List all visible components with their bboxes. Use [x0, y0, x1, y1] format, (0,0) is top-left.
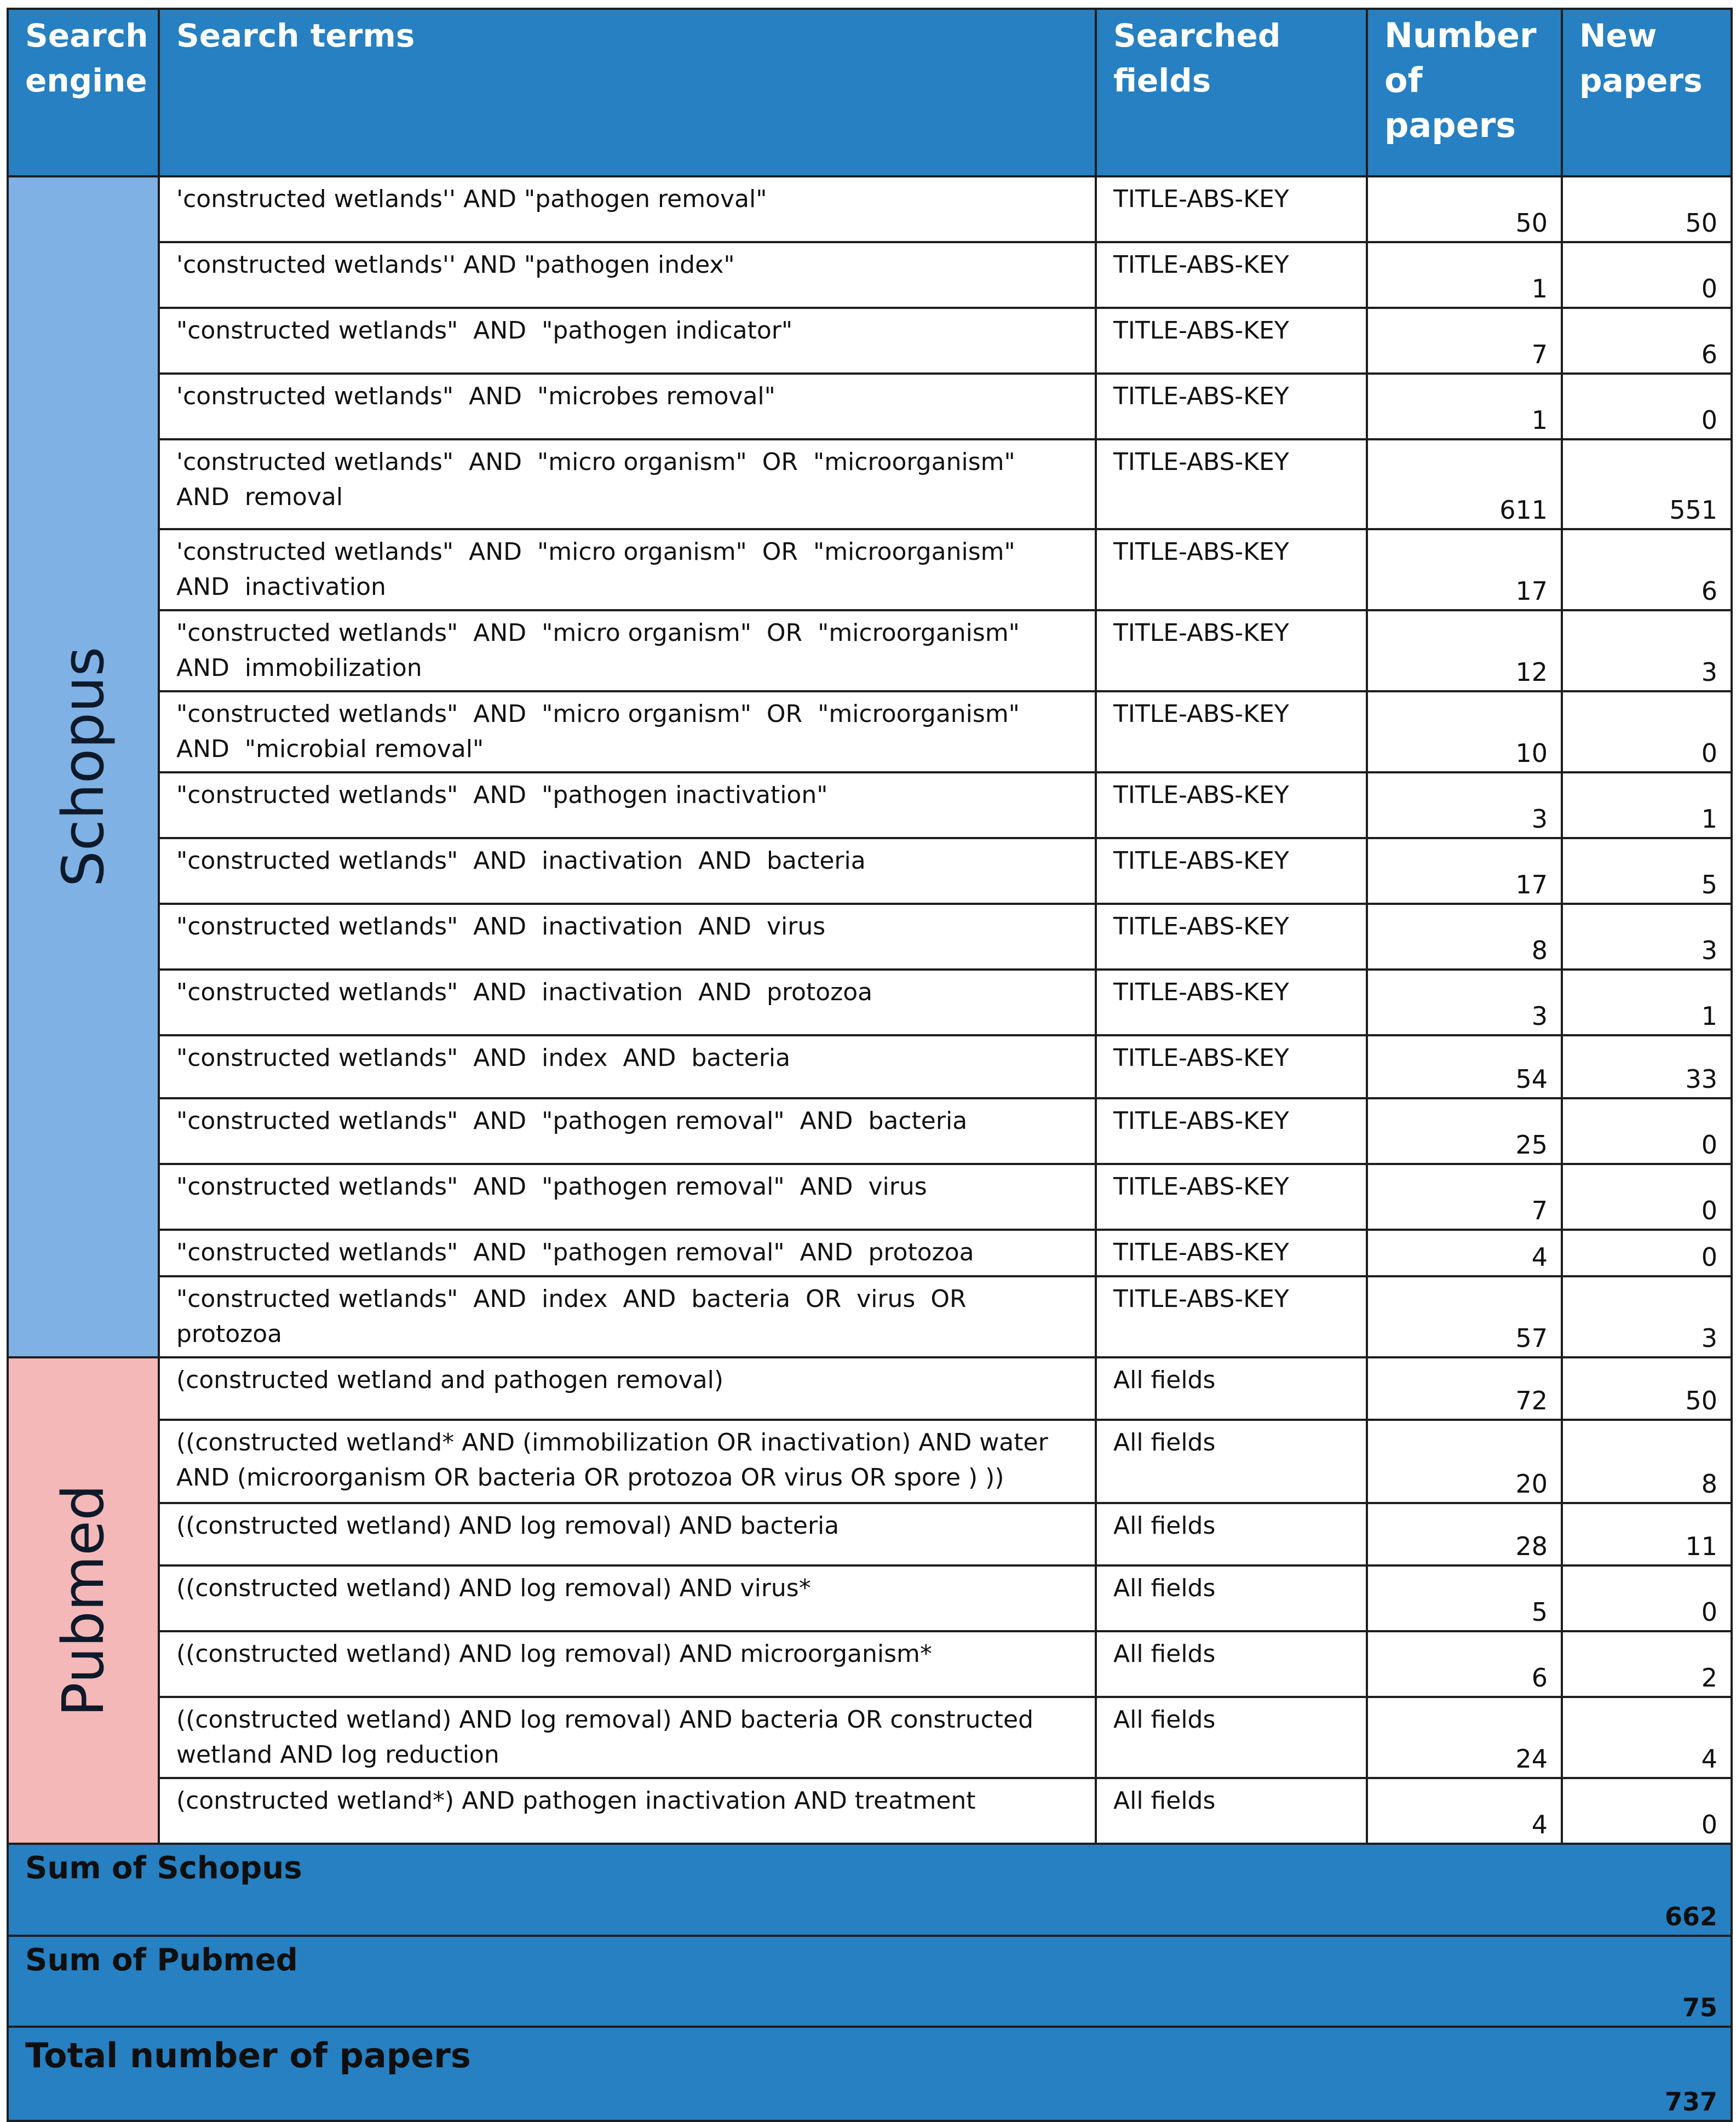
- sum-row: [8, 1936, 1732, 2027]
- cell-fields: TITLE-ABS-KEY: [1096, 308, 1367, 374]
- cell-new: 0: [1562, 1098, 1732, 1164]
- table-row: [8, 772, 1732, 838]
- cell-fields: All fields: [1096, 1503, 1367, 1565]
- cell-terms: ((constructed wetland) AND log removal) AND virus*: [159, 1565, 1096, 1631]
- cell-new: 551: [1562, 439, 1732, 529]
- cell-terms: "constructed wetlands" AND "pathogen inactivation": [159, 772, 1096, 838]
- cell-terms: "constructed wetlands" AND "pathogen removal" AND virus: [159, 1164, 1096, 1230]
- sum-cell: [8, 2027, 1732, 2121]
- header-engine: Search engine: [8, 9, 159, 176]
- cell-new: 0: [1562, 1164, 1732, 1230]
- total-row: [8, 2027, 1732, 2121]
- table-row: [8, 1276, 1732, 1357]
- cell-terms: "constructed wetlands" AND "pathogen removal" AND protozoa: [159, 1230, 1096, 1276]
- cell-fields: All fields: [1096, 1420, 1367, 1503]
- table-row: [8, 176, 1732, 242]
- table-row: [8, 1778, 1732, 1844]
- table-row: [8, 1631, 1732, 1697]
- table-row: [8, 904, 1732, 970]
- header-terms: Search terms: [159, 9, 1096, 176]
- engine-label: Pubmed: [50, 1484, 117, 1717]
- cell-terms: 'constructed wetlands" AND "microbes removal": [159, 374, 1096, 439]
- cell-number: 6: [1367, 1631, 1562, 1697]
- cell-fields: TITLE-ABS-KEY: [1096, 1035, 1367, 1098]
- engine-cell-schopus: [8, 176, 159, 1357]
- cell-terms: ((constructed wetland) AND log removal) AND bacteria OR constructed wetland AND log reduction: [159, 1697, 1096, 1778]
- cell-new: 6: [1562, 308, 1732, 374]
- cell-new: 33: [1562, 1035, 1732, 1098]
- cell-new: 3: [1562, 610, 1732, 691]
- cell-new: 5: [1562, 838, 1732, 904]
- sum-cell: [8, 1936, 1732, 2027]
- cell-number: 611: [1367, 439, 1562, 529]
- cell-number: 24: [1367, 1697, 1562, 1778]
- cell-number: 1: [1367, 242, 1562, 308]
- header-number: Number of papers: [1367, 9, 1562, 176]
- engine-label: Schopus: [50, 646, 117, 887]
- sum-value: 737: [1664, 2087, 1717, 2117]
- sum-label: Total number of papers: [25, 2035, 471, 2075]
- cell-new: 6: [1562, 529, 1732, 610]
- sum-value: 75: [1682, 1993, 1717, 2022]
- table-row: [8, 242, 1732, 308]
- sum-row: [8, 1844, 1732, 1936]
- cell-number: 7: [1367, 308, 1562, 374]
- sum-value: 662: [1664, 1902, 1717, 1931]
- table-row: [8, 1035, 1732, 1098]
- cell-terms: 'constructed wetlands" AND "micro organism" OR "microorganism" AND inactivation: [159, 529, 1096, 610]
- cell-number: 12: [1367, 610, 1562, 691]
- cell-new: 0: [1562, 374, 1732, 439]
- cell-terms: ((constructed wetland) AND log removal) AND microorganism*: [159, 1631, 1096, 1697]
- cell-terms: "constructed wetlands" AND index AND bacteria: [159, 1035, 1096, 1098]
- cell-number: 20: [1367, 1420, 1562, 1503]
- cell-fields: TITLE-ABS-KEY: [1096, 242, 1367, 308]
- cell-fields: TITLE-ABS-KEY: [1096, 529, 1367, 610]
- engine-cell-pubmed: [8, 1357, 159, 1844]
- header-row: [8, 9, 1732, 176]
- cell-fields: TITLE-ABS-KEY: [1096, 838, 1367, 904]
- cell-new: 2: [1562, 1631, 1732, 1697]
- cell-new: 1: [1562, 970, 1732, 1035]
- table-row: [8, 1565, 1732, 1631]
- header-new: New papers: [1562, 9, 1732, 176]
- cell-fields: TITLE-ABS-KEY: [1096, 374, 1367, 439]
- cell-number: 3: [1367, 772, 1562, 838]
- cell-number: 10: [1367, 691, 1562, 772]
- cell-new: 3: [1562, 1276, 1732, 1357]
- footer-divider: [241, 2068, 898, 2071]
- cell-terms: "constructed wetlands" AND "micro organism" OR "microorganism" AND "microbial removal": [159, 691, 1096, 772]
- cell-new: 1: [1562, 772, 1732, 838]
- cell-fields: All fields: [1096, 1697, 1367, 1778]
- cell-fields: TITLE-ABS-KEY: [1096, 439, 1367, 529]
- cell-terms: "constructed wetlands" AND inactivation AND protozoa: [159, 970, 1096, 1035]
- cell-number: 1: [1367, 374, 1562, 439]
- sum-label: Sum of Pubmed: [25, 1942, 298, 1978]
- cell-number: 17: [1367, 529, 1562, 610]
- table-row: [8, 1503, 1732, 1565]
- table-row: [8, 529, 1732, 610]
- sum-label: Sum of Schopus: [25, 1850, 302, 1886]
- cell-fields: All fields: [1096, 1565, 1367, 1631]
- search-results-table: [7, 8, 1733, 2122]
- cell-fields: All fields: [1096, 1778, 1367, 1844]
- cell-terms: "constructed wetlands" AND "pathogen removal" AND bacteria: [159, 1098, 1096, 1164]
- cell-new: 50: [1562, 1357, 1732, 1420]
- table-row: [8, 1164, 1732, 1230]
- table-row: [8, 1098, 1732, 1164]
- cell-terms: ((constructed wetland) AND log removal) AND bacteria: [159, 1503, 1096, 1565]
- cell-fields: TITLE-ABS-KEY: [1096, 691, 1367, 772]
- cell-new: 3: [1562, 904, 1732, 970]
- header-fields: Searched fields: [1096, 9, 1367, 176]
- table-row: [8, 308, 1732, 374]
- cell-number: 8: [1367, 904, 1562, 970]
- table-row: [8, 838, 1732, 904]
- table-row: [8, 970, 1732, 1035]
- cell-number: 4: [1367, 1230, 1562, 1276]
- cell-number: 3: [1367, 970, 1562, 1035]
- cell-terms: "constructed wetlands" AND inactivation AND bacteria: [159, 838, 1096, 904]
- cell-fields: TITLE-ABS-KEY: [1096, 1164, 1367, 1230]
- cell-new: 8: [1562, 1420, 1732, 1503]
- cell-terms: "constructed wetlands" AND "pathogen indicator": [159, 308, 1096, 374]
- table-row: [8, 1697, 1732, 1778]
- cell-terms: "constructed wetlands" AND "micro organism" OR "microorganism" AND immobilization: [159, 610, 1096, 691]
- cell-number: 54: [1367, 1035, 1562, 1098]
- cell-number: 25: [1367, 1098, 1562, 1164]
- cell-number: 7: [1367, 1164, 1562, 1230]
- cell-fields: TITLE-ABS-KEY: [1096, 772, 1367, 838]
- cell-terms: 'constructed wetlands'' AND "pathogen index": [159, 242, 1096, 308]
- sum-cell: [8, 1844, 1732, 1936]
- cell-terms: (constructed wetland and pathogen removal): [159, 1357, 1096, 1420]
- cell-terms: 'constructed wetlands'' AND "pathogen removal": [159, 176, 1096, 242]
- cell-fields: TITLE-ABS-KEY: [1096, 904, 1367, 970]
- cell-terms: ((constructed wetland* AND (immobilization OR inactivation) AND water AND (microorganism OR bacteria OR protozoa OR virus OR spore ) )): [159, 1420, 1096, 1503]
- cell-number: 50: [1367, 176, 1562, 242]
- cell-fields: All fields: [1096, 1631, 1367, 1697]
- cell-new: 50: [1562, 176, 1732, 242]
- cell-fields: TITLE-ABS-KEY: [1096, 610, 1367, 691]
- cell-fields: TITLE-ABS-KEY: [1096, 1276, 1367, 1357]
- table-row: [8, 1420, 1732, 1503]
- cell-number: 5: [1367, 1565, 1562, 1631]
- table-row: [8, 439, 1732, 529]
- cell-terms: "constructed wetlands" AND inactivation AND virus: [159, 904, 1096, 970]
- cell-fields: All fields: [1096, 1357, 1367, 1420]
- table-row: [8, 374, 1732, 439]
- cell-new: 0: [1562, 691, 1732, 772]
- table-row: [8, 610, 1732, 691]
- cell-new: 0: [1562, 1778, 1732, 1844]
- cell-fields: TITLE-ABS-KEY: [1096, 970, 1367, 1035]
- cell-number: 17: [1367, 838, 1562, 904]
- table-row: [8, 1230, 1732, 1276]
- cell-new: 0: [1562, 1565, 1732, 1631]
- cell-fields: TITLE-ABS-KEY: [1096, 1098, 1367, 1164]
- cell-number: 28: [1367, 1503, 1562, 1565]
- cell-terms: 'constructed wetlands" AND "micro organism" OR "microorganism" AND removal: [159, 439, 1096, 529]
- table-row: [8, 1357, 1732, 1420]
- cell-fields: TITLE-ABS-KEY: [1096, 1230, 1367, 1276]
- cell-number: 57: [1367, 1276, 1562, 1357]
- cell-new: 0: [1562, 242, 1732, 308]
- cell-terms: (constructed wetland*) AND pathogen inactivation AND treatment: [159, 1778, 1096, 1844]
- table-row: [8, 691, 1732, 772]
- cell-number: 72: [1367, 1357, 1562, 1420]
- cell-new: 0: [1562, 1230, 1732, 1276]
- cell-terms: "constructed wetlands" AND index AND bacteria OR virus OR protozoa: [159, 1276, 1096, 1357]
- cell-new: 4: [1562, 1697, 1732, 1778]
- cell-fields: TITLE-ABS-KEY: [1096, 176, 1367, 242]
- cell-number: 4: [1367, 1778, 1562, 1844]
- cell-new: 11: [1562, 1503, 1732, 1565]
